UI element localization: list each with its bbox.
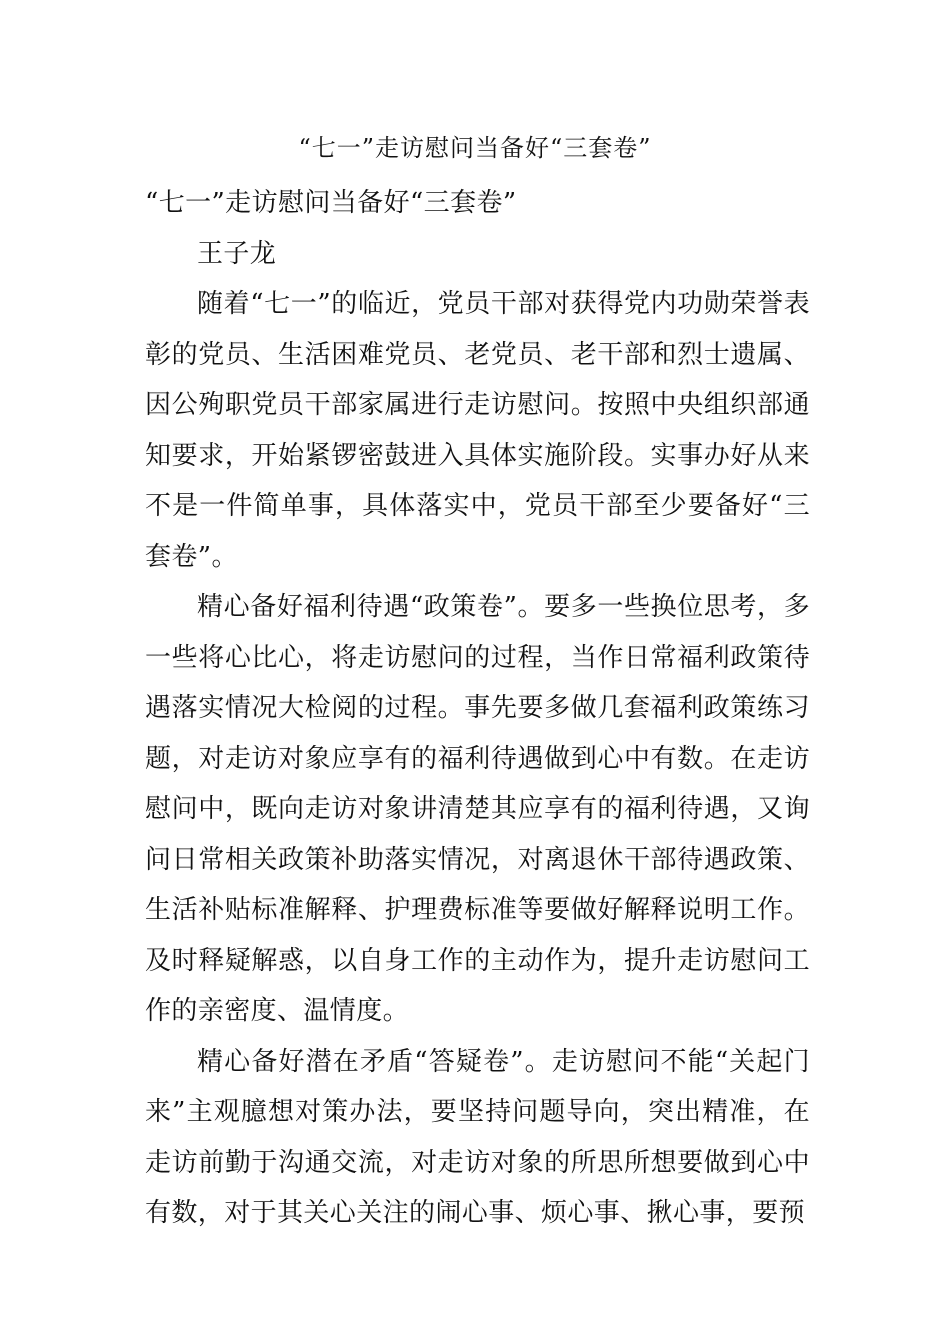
body-paragraph: 随着“七一”的临近，党员干部对获得党内功勋荣誉表彰的党员、生活困难党员、老党员、老干部和烈士遗属、因公殉职党员干部家属进行走访慰问。按照中央组织部通知要求，开始紧锣密鼓进入具体实施阶段。实事办好从来不是一件简单事，具体落实中，党员干部至少要备好“三套卷”。: [145, 289, 810, 572]
author-name: 王子龙: [197, 238, 277, 269]
body-paragraph: 精心备好福利待遇“政策卷”。要多一些换位思考，多一些将心比心，将走访慰问的过程，当作日常福利政策待遇落实情况大检阅的过程。事先要多做几套福利政策练习题，对走访对象应享有的福利待遇做到心中有数。在走访慰问中，既向走访对象讲清楚其应享有的福利待遇，又询问日常相关政策补助落实情况，对离退休干部待遇政策、生活补贴标准解释、护理费标准等要做好解释说明工作。及时释疑解惑，以自身工作的主动作为，提升走访慰问工作的亲密度、温情度。: [145, 592, 810, 1026]
document-subtitle: “七一”走访慰问当备好“三套卷”: [145, 188, 517, 218]
document-title: “七一”走访慰问当备好“三套卷”: [298, 134, 652, 162]
body-paragraph: 精心备好潜在矛盾“答疑卷”。走访慰问不能“关起门来”主观臆想对策办法，要坚持问题导向，突出精准，在走访前勤于沟通交流，对走访对象的所思所想要做到心中有数，对于其关心关注的闹心事、烦心事、揪心事，要预: [145, 1046, 810, 1228]
document-body: [145, 178, 810, 1239]
